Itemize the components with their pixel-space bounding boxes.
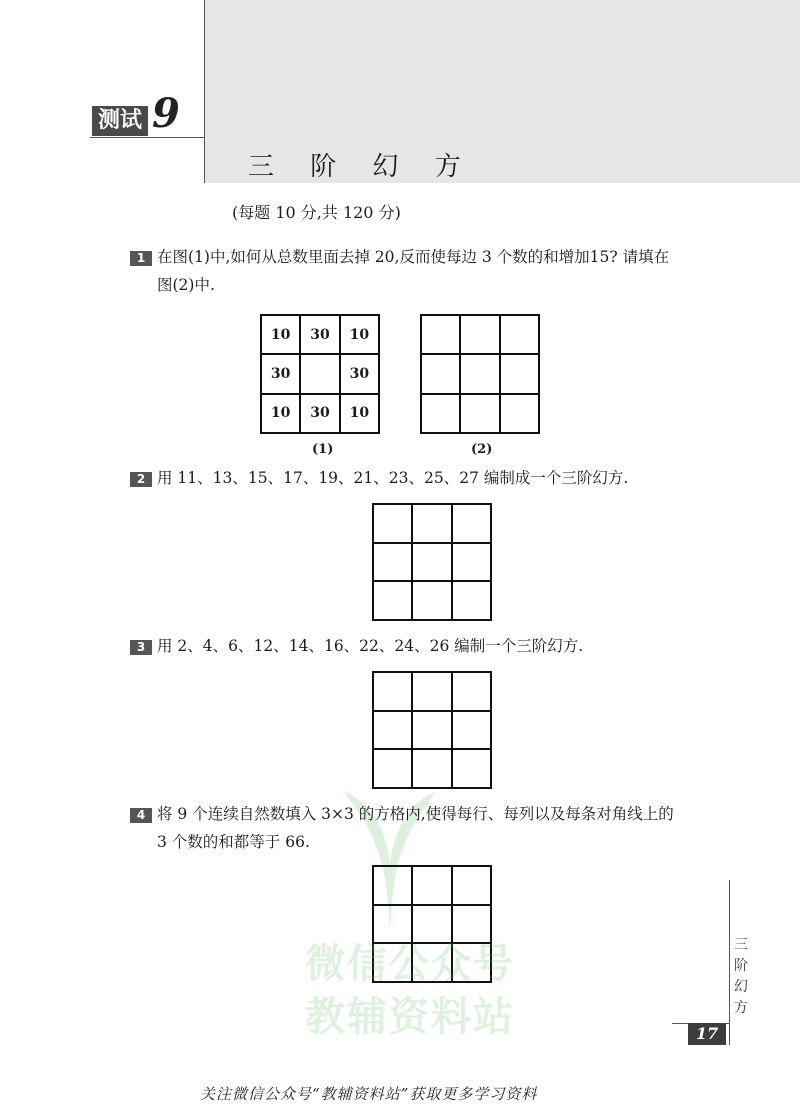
grid-cell: 10 (340, 394, 379, 433)
question-number-1: 1 (130, 251, 152, 266)
grid-cell: 10 (340, 315, 379, 354)
score-note: (每题 10 分,共 120 分) (232, 203, 401, 222)
grid-cell (460, 315, 499, 354)
grid-cell: 30 (300, 394, 339, 433)
grid-cell (452, 504, 491, 543)
grid-cell (412, 504, 451, 543)
test-number: 9 (152, 90, 180, 137)
figure-2-caption: (2) (471, 442, 493, 457)
grid-cell (300, 354, 339, 393)
grid-cell (412, 543, 451, 582)
grid-cell (500, 315, 539, 354)
grid-cell (452, 581, 491, 620)
grid-cell: 30 (261, 354, 300, 393)
grid-cell (452, 543, 491, 582)
grid-cell (421, 354, 460, 393)
grid-cell (373, 711, 412, 750)
footer-note: 关注微信公众号“教辅资料站”获取更多学习资料 (200, 1085, 538, 1103)
question-number-3: 3 (130, 640, 152, 655)
side-chapter-label: 三阶幻方 (734, 937, 748, 1016)
grid-cell (412, 581, 451, 620)
figure-1-grid (260, 314, 380, 434)
header-divider-horizontal (90, 137, 205, 138)
page-title: 三 阶 幻 方 (248, 152, 475, 182)
grid-cell (460, 394, 499, 433)
grid-cell (500, 354, 539, 393)
question-2-grid (372, 503, 492, 621)
figure-1-caption: (1) (312, 442, 334, 457)
test-label-badge: 测试 (92, 106, 148, 136)
question-1-text-line1: 在图(1)中,如何从总数里面去掉 20,反而使每边 3 个数的和增加15? 请填在 (157, 248, 670, 266)
question-3-text: 用 2、4、6、12、14、16、22、24、26 编制一个三阶幻方. (157, 637, 584, 655)
question-4-text-line2: 3 个数的和都等于 66. (157, 833, 310, 851)
grid-cell (373, 866, 412, 905)
grid-cell (460, 354, 499, 393)
grid-cell (373, 504, 412, 543)
question-number-4: 4 (130, 808, 152, 823)
side-divider (729, 880, 730, 1045)
question-number-2: 2 (130, 472, 152, 487)
grid-cell (421, 394, 460, 433)
grid-cell: 10 (261, 315, 300, 354)
grid-cell (412, 866, 451, 905)
grid-cell (412, 711, 451, 750)
grid-cell: 10 (261, 394, 300, 433)
grid-cell (500, 394, 539, 433)
grid-cell (373, 543, 412, 582)
figure-2-grid (420, 314, 540, 434)
question-2-text: 用 11、13、15、17、19、21、23、25、27 编制成一个三阶幻方. (157, 469, 629, 487)
grid-cell: 30 (340, 354, 379, 393)
question-1-text-line2: 图(2)中. (157, 276, 215, 294)
grid-cell: 30 (300, 315, 339, 354)
header-divider-vertical (204, 0, 205, 183)
question-4-text-line1: 将 9 个连续自然数填入 3×3 的方格内,使得每行、每列以及每条对角线上的 (157, 805, 674, 823)
grid-cell (412, 672, 451, 711)
grid-cell (421, 315, 460, 354)
watermark-text-line2: 教辅资料站 (305, 994, 515, 1040)
grid-cell (373, 672, 412, 711)
watermark-text-line1: 微信公众号 (305, 941, 515, 987)
grid-cell (452, 749, 491, 788)
grid-cell (373, 581, 412, 620)
grid-cell (452, 672, 491, 711)
grid-cell (452, 711, 491, 750)
page-number: 17 (688, 1023, 726, 1045)
grid-cell (452, 866, 491, 905)
